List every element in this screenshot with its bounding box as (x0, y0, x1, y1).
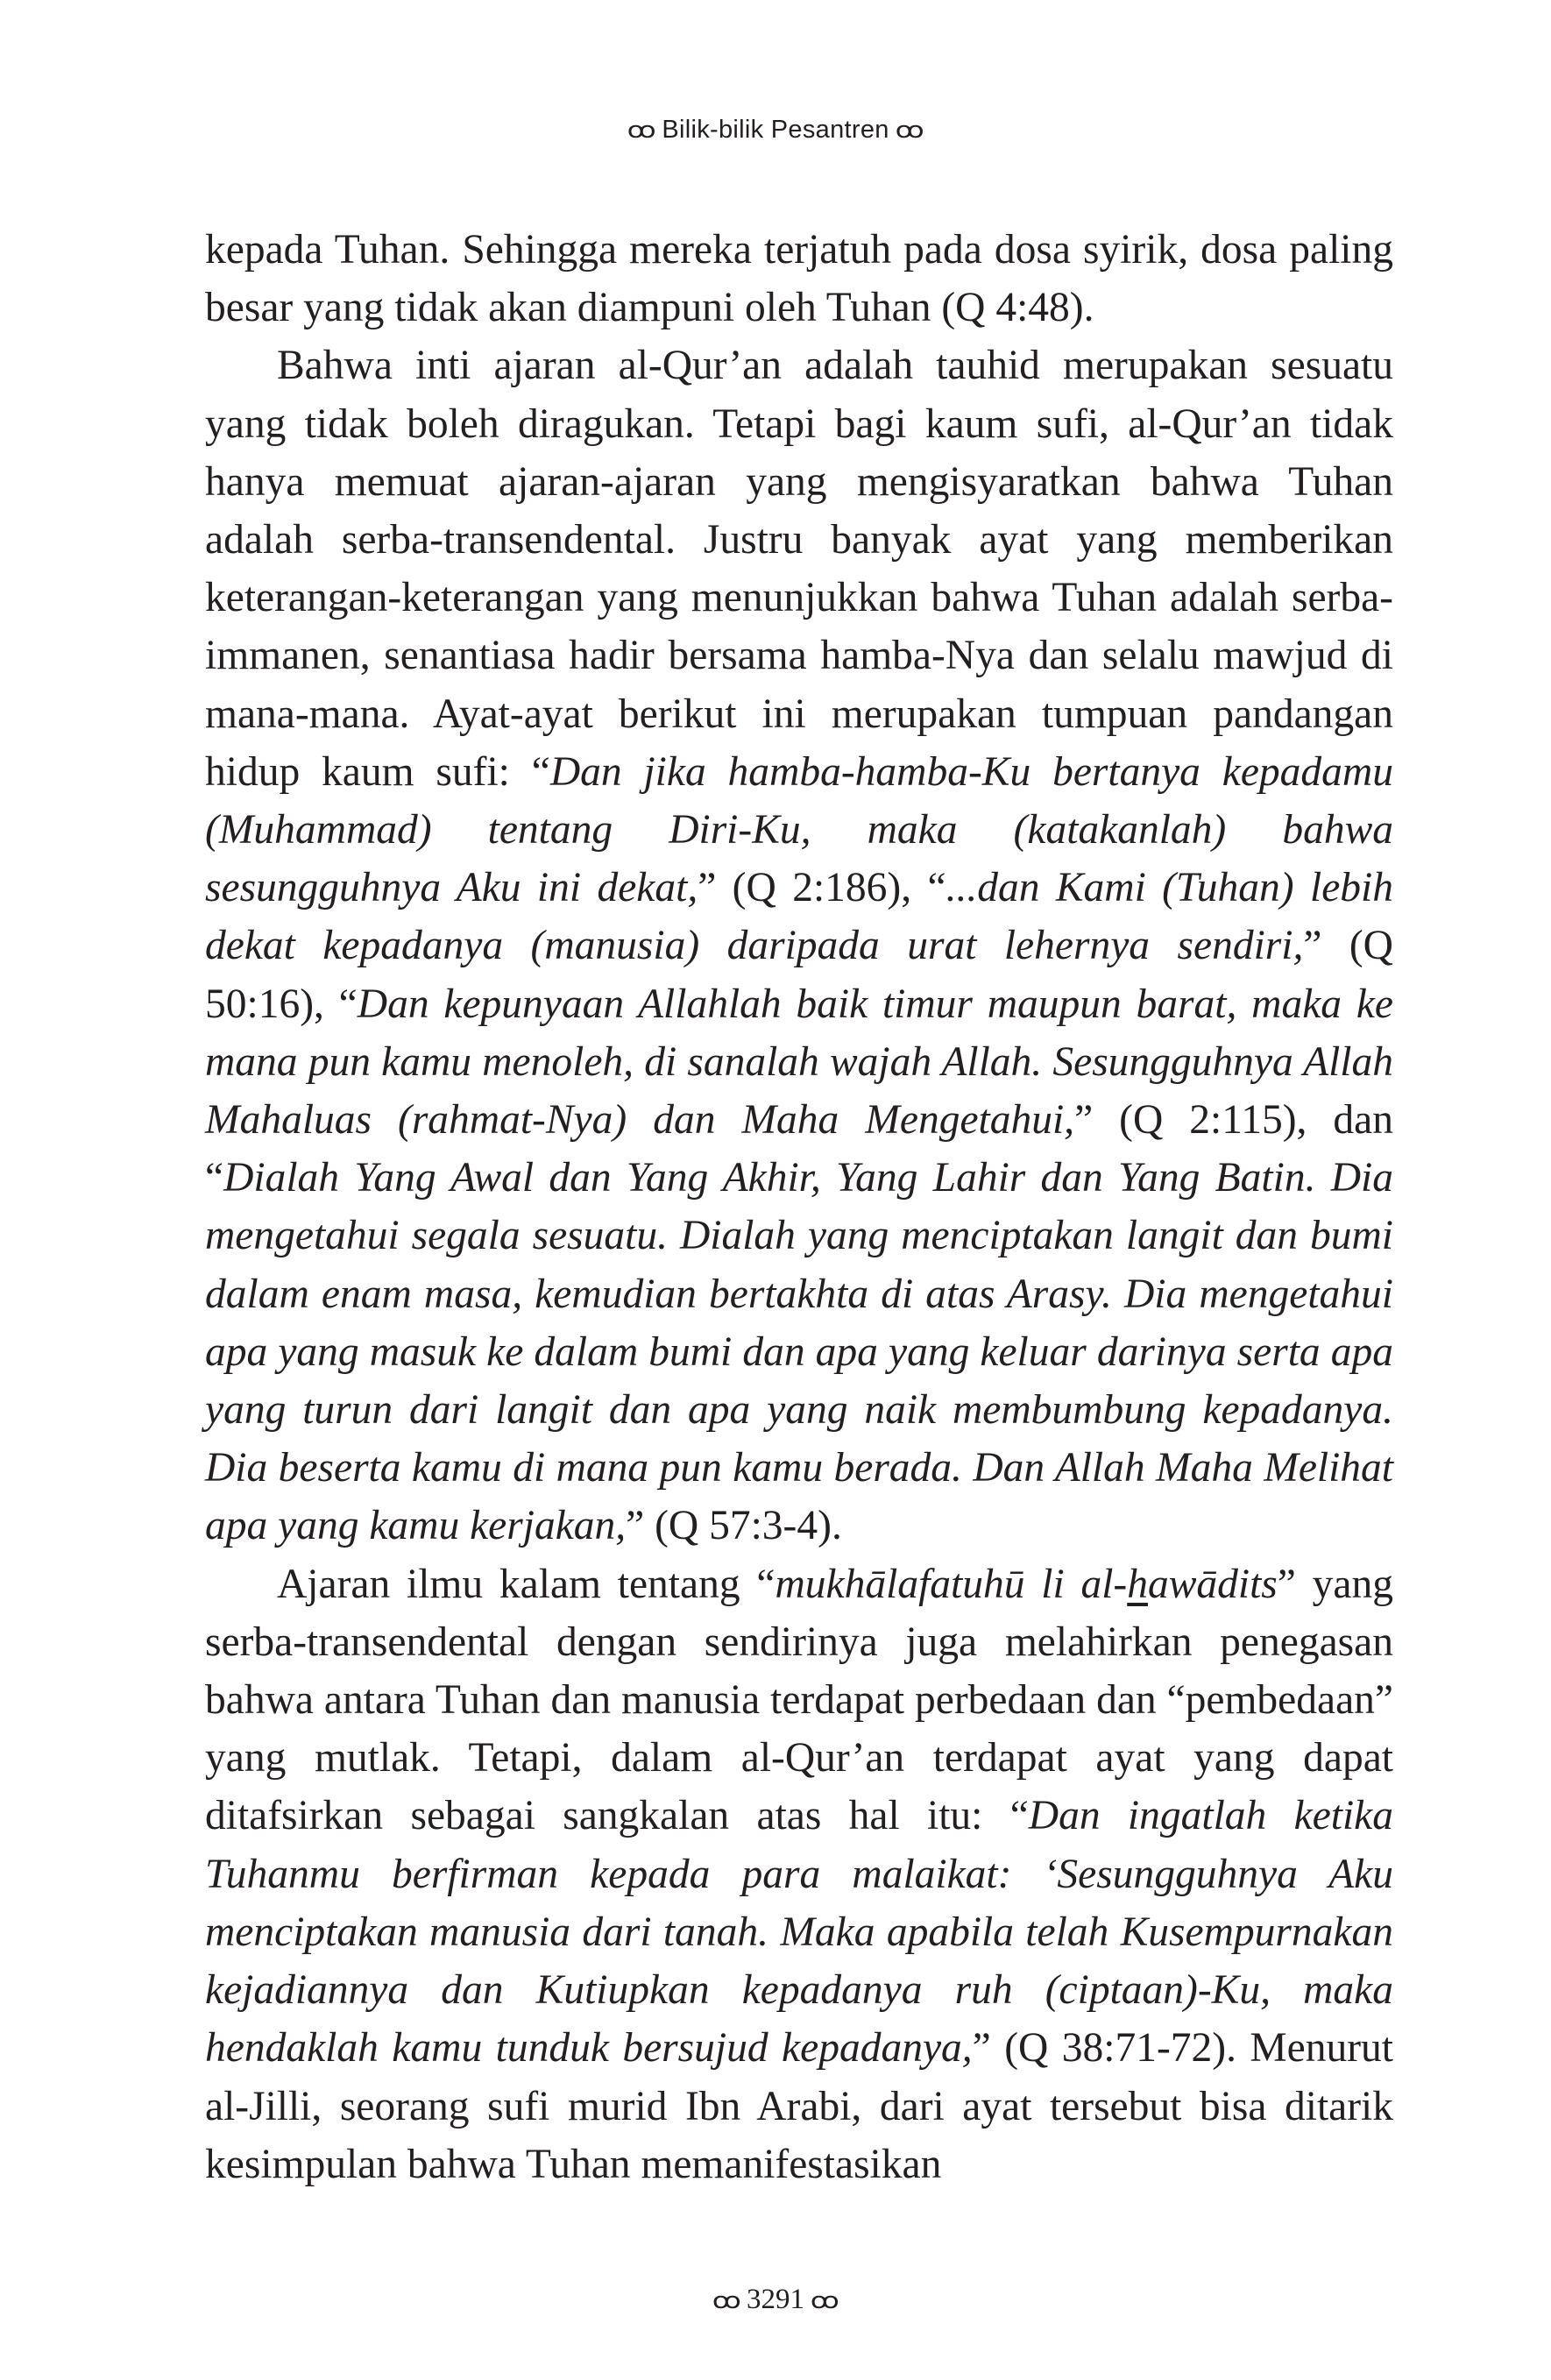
text-run: ” (Q 38:71-72). Menurut al-Jilli, seorang sufi murid Ibn Arabi, dari ayat tersebut bisa ditarik kesimpulan bahwa Tuhan memanifestasikan (205, 2025, 1393, 2187)
ornament-right-icon: ꝏ (895, 117, 924, 144)
italic-quote-run: h (1127, 1561, 1148, 1607)
text-run: ” (Q 2:186), “ (698, 865, 946, 911)
italic-quote-run: Dan kepunyaan Allahlah baik timur maupun barat, maka ke mana pun kamu menoleh, di sanalah wajah Allah. Sesungguhnya Allah Mahaluas (rahmat-Nya) dan Maha Mengetahui, (205, 981, 1393, 1144)
text-run: ” (Q 57:3-4). (626, 1503, 842, 1549)
italic-quote-run: Dan ingatlah ketika Tuhanmu berfirman kepada para malaikat: ‘Sesungguhnya Aku menciptakan manusia dari tanah. Maka apabila telah Kusempurnakan kejadiannya dan Kutiupkan kepadanya ruh (ciptaan)-Ku, maka hendaklah kamu tunduk bersujud kepadanya, (205, 1793, 1393, 2072)
text-run: ” (Q 50:16), “ (205, 923, 1393, 1027)
page-number: 3291 (747, 2284, 804, 2315)
italic-quote-run: Dialah Yang Awal dan Yang Akhir, Yang Lahir dan Yang Batin. Dia mengetahui segala sesuatu. Dialah yang menciptakan langit dan bumi dalam enam masa, kemudian bertakhta di atas Arasy. Dia mengetahui apa yang masuk ke dalam bumi dan apa yang keluar darinya serta apa yang turun dari langit dan apa yang naik membumbung kepadanya. Dia beserta kamu di mana pun kamu berada. Dan Allah Maha Melihat apa yang kamu kerjakan, (205, 1155, 1393, 1549)
ornament-right-icon: ꝏ (810, 2288, 839, 2314)
text-run: ” yang serba-transendental dengan sendirinya juga melahirkan penegasan bahwa antara Tuhan dan manusia terdapat perbedaan dan “pembedaan” yang mutlak. Tetapi, dalam al-Qur’an terdapat ayat yang dapat ditafsirkan sebagai sangkalan atas hal itu: “ (205, 1561, 1393, 1839)
italic-quote-run: Dan jika hamba-hamba-Ku bertanya kepadamu (Muhammad) tentang Diri-Ku, maka (katakanlah) bahwa sesungguhnya Aku ini dekat, (205, 748, 1393, 911)
italic-quote-run: mukhālafatuhū li al- (775, 1561, 1128, 1607)
page-footer (0, 2284, 1551, 2316)
text-run: kepada Tuhan. Sehingga mereka terjatuh pada dosa syirik, dosa paling besar yang tidak akan diampuni oleh Tuhan (Q 4:48). (205, 227, 1393, 331)
paragraph (205, 1555, 1393, 2193)
italic-quote-run: awādits (1147, 1561, 1278, 1607)
body-text (205, 221, 1393, 2193)
paragraph (205, 336, 1393, 1555)
text-run: Bahwa inti ajaran al-Qur’an adalah tauhid merupakan sesuatu yang tidak boleh diragukan. Tetapi bagi kaum sufi, al-Qur’an tidak hanya memuat ajaran-ajaran yang mengisyaratkan bahwa Tuhan adalah serba-transendental. Justru banyak ayat yang memberikan keterangan-keterangan yang menunjukkan bahwa Tuhan adalah serba-immanen, senantiasa hadir bersama hamba-Nya dan selalu mawjud di mana-mana. Ayat-ayat berikut ini merupakan tumpuan pandangan hidup kaum sufi: “ (205, 343, 1393, 795)
running-header (0, 116, 1551, 145)
paragraph (205, 221, 1393, 336)
ornament-left-icon: ꝏ (627, 117, 656, 144)
italic-quote-run: ...dan Kami (Tuhan) lebih dekat kepadanya (manusia) daripada urat lehernya sendiri, (205, 865, 1393, 969)
ornament-left-icon: ꝏ (712, 2288, 741, 2314)
text-run: Ajaran ilmu kalam tentang “ (277, 1561, 776, 1607)
book-title: Bilik-bilik Pesantren (662, 116, 889, 144)
text-run: ” (Q 2:115), dan “ (205, 1097, 1393, 1201)
